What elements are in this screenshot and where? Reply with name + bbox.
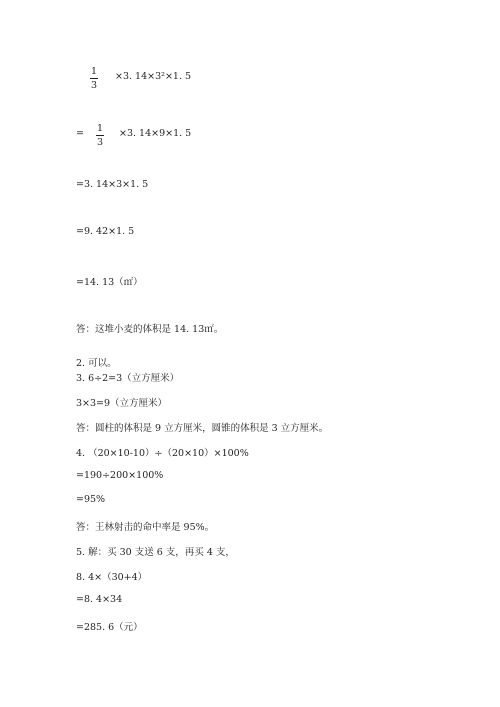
question-4-answer: 答：王林射击的命中率是 95%。 [76,522,215,533]
question-2-line-2: 3×3=9（立方厘米） [76,398,168,409]
fraction-bar [90,78,98,79]
question-2-line-1: 3. 6÷2=3（立方厘米） [76,373,180,384]
question-4-line-3: =95% [76,494,106,505]
fraction-one-third-2 [94,123,106,148]
question-5-line-3: =8. 4×34 [76,594,123,605]
formula-line-5: =14. 13（㎡） [76,277,143,288]
question-4-line-1: 4. （20×10-10）÷（20×10）×100% [76,448,249,459]
question-5-line-2: 8. 4×（30+4） [76,572,148,583]
answer-1: 答：这堆小麦的体积是 14. 13㎡。 [76,324,224,335]
question-2-answer: 答：圆柱的体积是 9 立方厘米，圆锥的体积是 3 立方厘米。 [76,423,329,434]
formula-line-3: =3. 14×3×1. 5 [76,179,149,190]
fraction-numerator: 1 [96,123,104,134]
formula-line-4: =9. 42×1. 5 [76,226,135,237]
formula-line-2: ×3. 14×9×1. 5 [119,128,192,139]
question-5-line-1: 5. 解：买 30 支送 6 支，再买 4 支， [76,547,235,558]
question-4-line-2: =190÷200×100% [76,470,164,481]
fraction-one-third [88,66,100,91]
fraction-bar [96,135,104,136]
equals-sign: = [76,128,84,139]
formula-line-1: ×3. 14×3²×1. 5 [115,71,192,82]
question-5-line-4: =285. 6（元） [76,622,143,633]
fraction-numerator: 1 [90,66,98,77]
fraction-denominator: 3 [96,137,104,148]
question-2-title: 2. 可以。 [76,358,117,369]
fraction-denominator: 3 [90,80,98,91]
